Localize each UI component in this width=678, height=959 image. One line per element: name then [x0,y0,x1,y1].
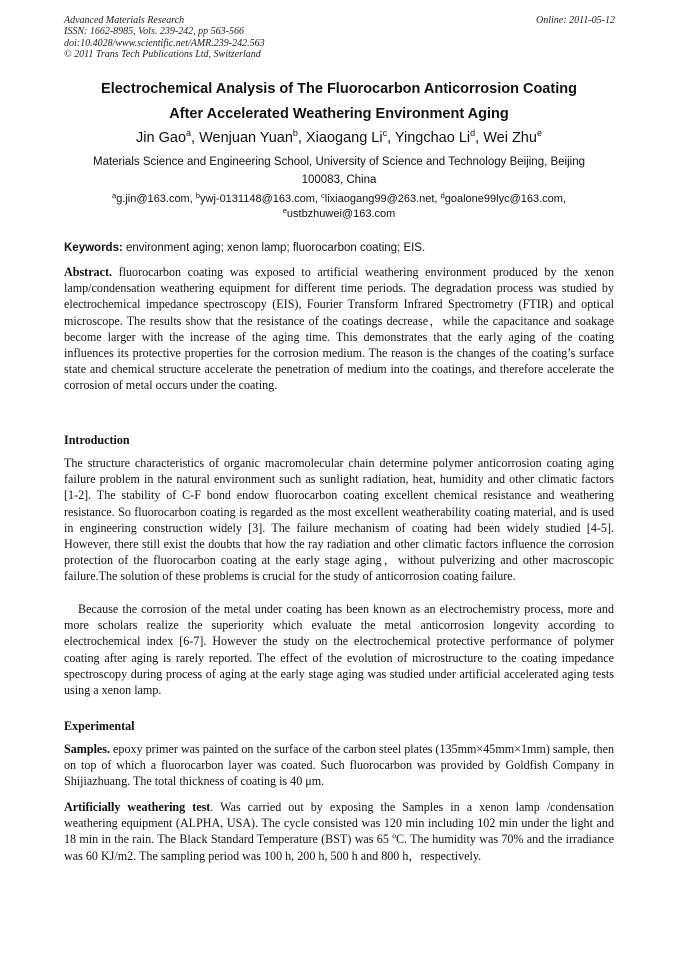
samples-paragraph [64,741,614,790]
author-list [30,130,648,146]
samples-text: epoxy primer was painted on the surface of the carbon steel plates (135mm×45mm×1mm) sample, then on top of which a fluorocarbon layer was coated. Such fluorocarbon was provided by Goldfish Company in Shijiazhuang. The total thickness of coating is 40 μm. [64,742,615,789]
introduction-paragraph-1: The structure characteristics of organic macromolecular chain determine polymer anticorrosion coating aging failure problem in the natural environment such as sunlight radiation, heat, humidity and other climatic factors [1-2]. The stability of C-F bond endow fluorocarbon coating excellent chemical resistance and weathering resistance. So fluorocarbon coating is regarded as the most excellent weatherability coating material, and is used in engineering construction widely [3]. The failure mechanism of coating had been widely studied [4-5]. However, there still exist the doubts that how the ray radiation and other climatic factors influence the corrosion protection of the fluorocarbon coating at the early stage aging，without pulverizing and other macroscopic failure.The solution of these problems is crucial for the study of anticorrosion coating failure. [64,456,614,584]
samples-label: Samples. [64,742,111,756]
keywords [64,242,616,254]
keywords-label: Keywords: [64,242,123,254]
copyright-line: © 2011 Trans Tech Publications Ltd, Switzerland [64,49,261,61]
author: Wenjuan Yuan$^b$, [199,128,306,146]
issn-line: ISSN: 1662-8985, Vols. 239-242, pp 563-566 [64,26,244,38]
abstract-text: fluorocarbon coating was exposed to artificial weathering environment produced by the xenon lamp/condensation weathering equipment for different time periods. The degradation process was studied by electrochemical impedance spectroscopy (EIS), Fourier Transform Infrared Spectrometry (FTIR) and optical microscope. The results show that the resistance of the coatings decrease，while the capacitance and soakage become larger with the increase of the aging time. This demonstrates that the early aging of the coating influences its protective properties for the corrosion medium. The reason is the changes of the coating’s surface state and chemical structure accelerate the penetration of medium into the coatings, and therefore accelerate the corrosion of metal occurs under the coating. [64,265,614,393]
paper-title-line-2: After Accelerated Weathering Environment Aging [169,106,509,122]
email[interactable]: $^b$ywj-0131148@163.com, [195,191,322,205]
online-date: Online: 2011-05-12 [536,15,615,26]
introduction-heading: Introduction [64,433,130,447]
journal-header [64,15,424,61]
journal-name: Advanced Materials Research [64,15,185,26]
abstract-label: Abstract. [64,265,113,279]
author: Yingchao Li$^d$, [394,128,484,146]
affiliation-line-1: Materials Science and Engineering School, University of Science and Technology Beijing, Beijing [92,156,586,168]
author: Wei Zhu$^e$ [483,128,542,146]
email-list [40,193,638,205]
introduction-paragraph-2: Because the corrosion of the metal under coating has been known as an electrochemistry process, more and more scholars realize the superiority which evaluate the metal anticorrosion longevity according to electrochemical index [6-7]. However the study on the electrochemical protective performance of polymer coating after aging is rarely reported. The effect of the evolution of microstructure to the coating impedance spectroscopy during process of aging at the early stage aging was studied under artificial accelerated aging tests using a xenon lamp. [64,602,614,698]
weathering-paragraph [64,799,614,864]
abstract [64,264,614,394]
weathering-text: . Was carried out by exposing the Samples in a xenon lamp /condensation weathering equipment (ALPHA, USA). The cycle consisted was 120 min including 102 min under the light and 18 min in the rain. The Black Standard Temperature (BST) was 65 ºC. The humidity was 70% and the irradiance was 60 KJ/m2. The sampling period was 100 h, 200 h, 500 h and 800 h，respectively. [64,800,614,863]
affiliation-line-2: 100083, China [301,174,377,186]
email[interactable]: $^a$g.jin@163.com, [112,191,196,205]
experimental-heading: Experimental [64,719,135,733]
email[interactable]: $^e$ustbzhuwei@163.com [282,206,396,220]
doi-line: doi:10.4028/www.scientific.net/AMR.239-242.563 [64,37,265,49]
author: Xiaogang Li$^c$, [305,128,395,146]
keywords-text: environment aging; xenon lamp; fluorocarbon coating; EIS. [122,242,426,254]
email-list-line-2 [40,208,638,220]
author: Jin Gao$^a$, [136,128,200,146]
email[interactable]: $^d$goalone99lyc@163.com, [440,191,566,205]
paper-title-line-1: Electrochemical Analysis of The Fluorocarbon Anticorrosion Coating [101,81,577,97]
email[interactable]: $^c$lixiaogang99@263.net, [321,191,441,205]
weathering-label: Artificially weathering test [64,800,211,814]
